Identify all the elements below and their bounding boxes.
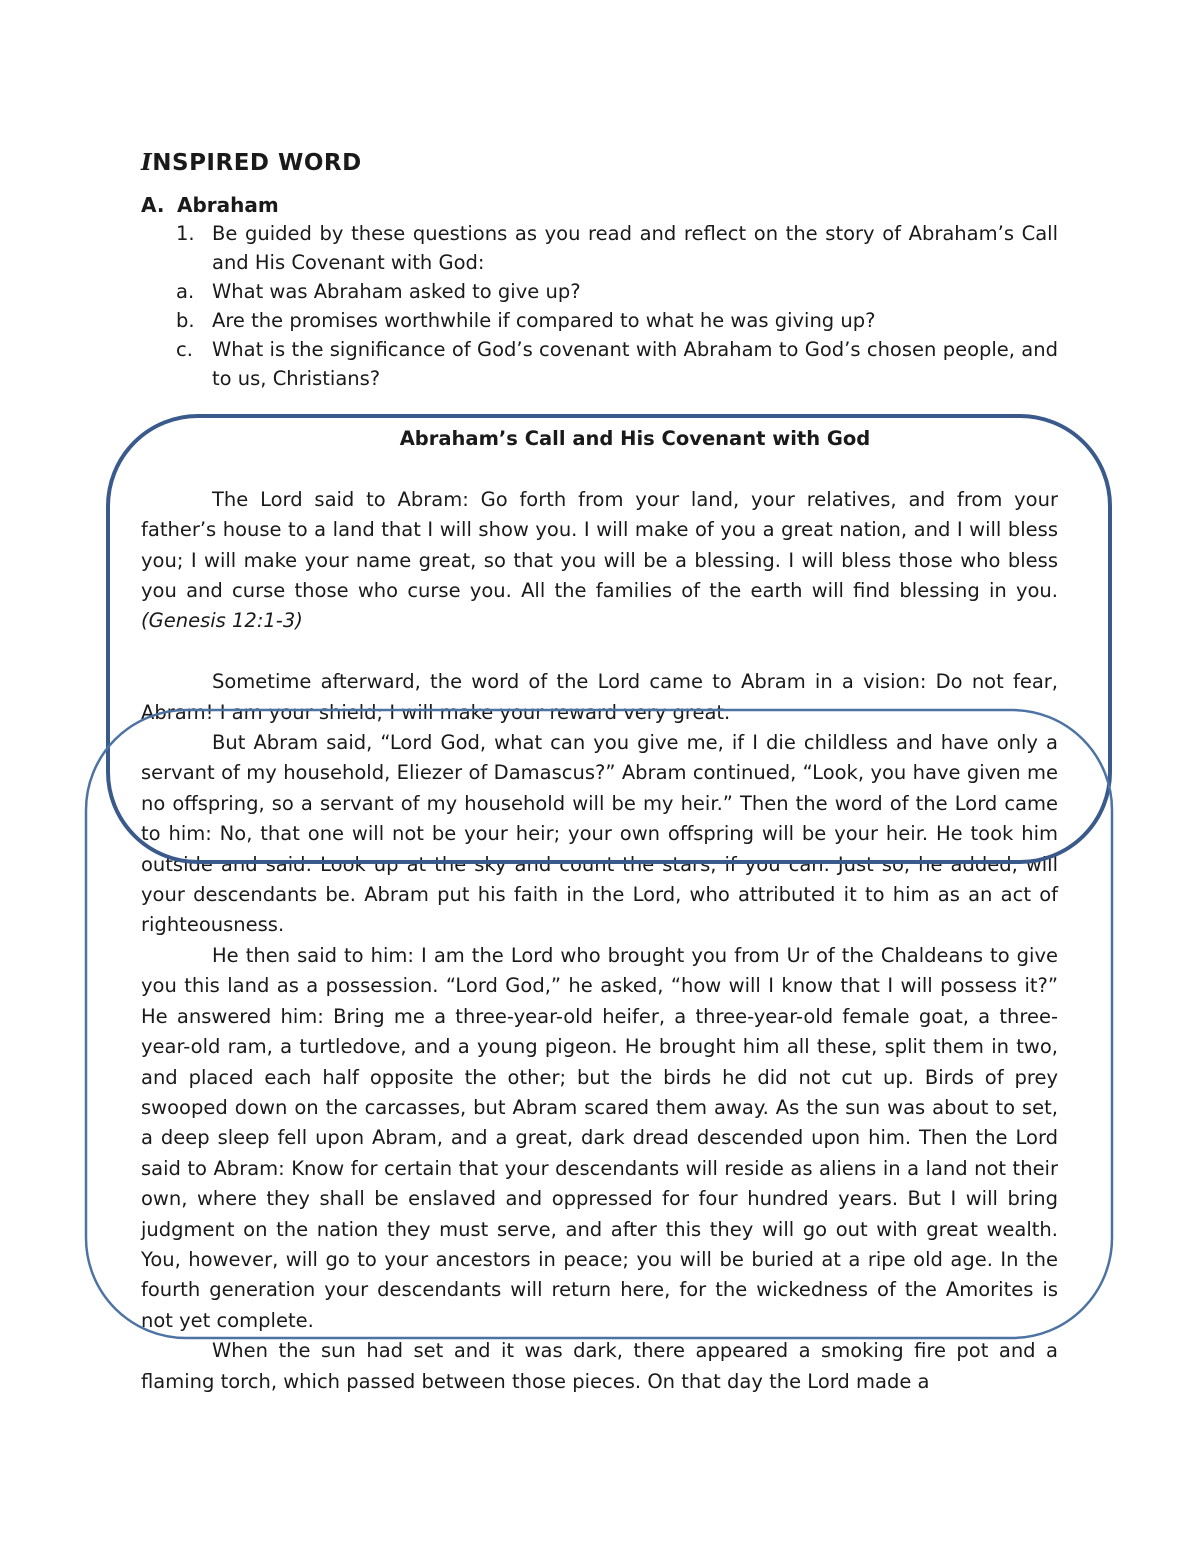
scripture-reference: (Genesis 12:1-3) [141,609,303,633]
passage-paragraph [141,485,1058,637]
question-marker: c. [176,338,193,361]
question-text: What is the significance of God’s covenant with Abraham to God’s chosen people, and to us, Christians? [212,338,1058,390]
question-item [176,335,1058,393]
passage-title: Abraham’s Call and His Covenant with God [399,427,871,450]
question-marker: b. [176,309,195,332]
question-list [176,219,1058,393]
question-item [176,277,1058,306]
question-marker: a. [176,280,195,303]
section-heading [141,193,279,217]
passage-paragraph: Sometime afterward, the word of the Lord came to Abram in a vision: Do not fear, Abram! I am your shield; I will make your reward very great. [141,670,1058,724]
heading-drop-letter: I [141,149,153,176]
section-letter: A. [141,193,165,217]
question-marker: 1. [176,222,195,245]
question-text: Be guided by these questions as you read and reflect on the story of Abraham’s Call and His Covenant with God: [212,222,1058,274]
question-text: Are the promises worthwhile if compared to what he was giving up? [212,309,876,332]
scripture-passage [141,424,1058,1397]
section-title: Abraham [177,193,279,217]
passage-paragraph: But Abram said, “Lord God, what can you give me, if I die childless and have only a servant of my household, Eliezer of Damascus?” Abram continued, “Look, you have given me no offspring, so a servant of my household will be my heir.” Then the word of the Lord came to him: No, that one will not be your heir; your own offspring will be your heir. He took him outside and said: Look up at the sky and count the stars, if you can. Just so, he added, will your descendants be. Abram put his faith in the Lord, who attributed it to him as an act of righteousness. [141,731,1058,937]
question-item [176,306,1058,335]
question-item [176,219,1058,277]
heading-text: NSPIRED WORD [152,150,362,176]
question-text: What was Abraham asked to give up? [212,280,581,303]
passage-paragraph-text: The Lord said to Abram: Go forth from your land, your relatives, and from your father’s house to a land that I will show you. I will make of you a great nation, and I will bless you; I will make your name great, so that you will be a blessing. I will bless those who bless you and curse those who curse you. All the families of the earth will find blessing in you. [141,487,1058,603]
passage-paragraph: He then said to him: I am the Lord who brought you from Ur of the Chaldeans to give you this land as a possession. “Lord God,” he asked, “how will I know that I will possess it?” He answered him: Bring me a three-year-old heifer, a three-year-old female goat, a three-year-old ram, a turtledove, and a young pigeon. He brought him all these, split them in two, and placed each half opposite the other; but the birds he did not cut up. Birds of prey swooped down on the carcasses, but Abram scared them away. As the sun was about to set, a deep sleep fell upon Abram, and a great, dark dread descended upon him. Then the Lord said to Abram: Know for certain that your descendants will reside as aliens in a land not their own, where they shall be enslaved and oppressed for four hundred years. But I will bring judgment on the nation they must serve, and after this they will go out with great wealth. You, however, will go to your ancestors in peace; you will be buried at a ripe old age. In the fourth generation your descendants will return here, for the wickedness of the Amorites is not yet complete. [141,943,1058,1332]
passage-paragraph: When the sun had set and it was dark, there appeared a smoking fire pot and a flaming torch, which passed between those pieces. On that day the Lord made a [141,1339,1058,1393]
page-heading [141,149,362,176]
